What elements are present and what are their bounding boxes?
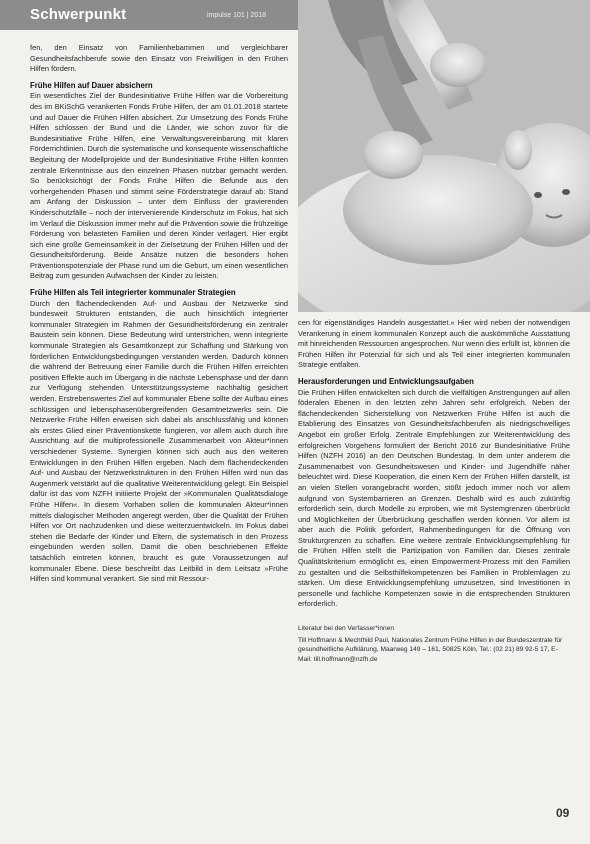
page-header [0, 0, 300, 30]
issue-label: impulse 101 | 2018 [207, 12, 267, 19]
author-contact: Till Hoffmann & Mechthild Paul, Nationales Zentrum Frühe Hilfen in der Bundeszentrale für gesundheitliche Aufklärung, Maarweg 149 – 161, 50825 Köln, Tel.: (02 21) 89 92-5 17, E-Mail: till.hoffmann@nzfh.de [298, 637, 563, 663]
intro-paragraph: fen, den Einsatz von Familienhebammen und vergleichbarer Gesundheitsfachberufe sowie den Einsatz von Freiwilligen in den Frühen Hilfen fördern. [30, 43, 288, 74]
heading-herausforderungen: Herausforderungen und Entwicklungsaufgaben [298, 376, 474, 386]
paragraph-herausforderungen: Die Frühen Hilfen entwickelten sich durch die vielfältigen Anstrengungen auf allen föderalen Ebenen in den letzten zehn Jahren sehr erfolgreich. Neben der flächendeckenden Sicherstellung von Netzwerken Frühe Hilfen ist auch die Etablierung des Einsatzes von Gesundheitsfachberufen als niedrigschwelliges Angebot ein großer Erfolg. Zentrale Empfehlungen zur Weiterentwicklung des erfolgreichen Vorgehens formuliert der Bericht 2016 zur Bundesinitiative Frühe Hilfen (NZFH 2016) an den Deutschen Bundestag. In dem unter anderem die Zusammenarbeit von Gesundheitswesen und Kinder- und Jugendhilfe näher beleuchtet wird. Diese Kooperation, die einen Kern der Frühen Hilfen darstellt, ist an vielen Stellen vorangebracht worden, stößt jedoch immer noch vor allem aufgrund von Systembarrieren an Grenzen. Deshalb wird es auch zukünftig erforderlich sein, durch Modelle zu erproben, wie mit Systemgrenzen überbrückt und Möglichkeiten der Überbrückung geschaffen werden können. Vor allem ist aber auch die Politik gefordert, Rahmenbedingungen für die Öffnung von Strukturgrenzen zu schaffen. Eine weitere zentrale Entwicklungsempfehlung für die Frühen Hilfen stellt die Partizipation von Familien dar. Dieses zentrale Qualitätskriterium ermöglicht es, einen Empowerment-Prozess mit den Familien zu gestalten und die Selbsthilfekompetenzen bei Familien in Problemlagen zu stärken. Um diese Entwicklungsempfehlung umzusetzen, sind Investitionen in personelle und fachliche Kompetenzen sowie in die entsprechenden Strukturen erforderlich. [298, 387, 570, 609]
literature-block [298, 624, 570, 664]
literature-title: Literatur bei den Verfasser*innen [298, 625, 395, 633]
paragraph-strategien: Durch den flächendeckenden Auf- und Ausbau der Netzwerke sind bundesweit Strukturen entstanden, die auch hinsichtlich integrierter kommunaler Strategien im Rahmen der Gesundheitsförderung ein zentraler Baustein sein können. Diese Bedeutung wird unterstrichen, wenn integrierte kommunale Strategien als Gesamtkonzept zur Schaffung und Stärkung von förderlichen Entwicklungsbedingungen verstanden werden. Dadurch können die während der Betreuung einer Familie durch die Frühen Hilfen erreichten positiven Effekte auch im Übergang in die nächste Lebensphase und der dann zur Verfügung stehenden Unterstützungssysteme nachhaltig gesichert werden. Erstrebenswertes Ziel auf kommunaler Ebene sollte der Aufbau eines schlüssigen und lebensphasenübergreifenden Gesamtnetzwerks sein. Die Netzwerke Frühe Hilfen erweisen sich dabei als anschlussfähig und können als erstes Glied einer Präventionskette fungieren, vor allem auch durch ihre Ausrichtung auf die multiprofessionelle Zusammenarbeit von Akteur*innen verschiedener Systeme. Synergien können sich auch aus den weiteren Entwicklungen in den Frühen Hilfen ergeben. Nach dem flächendeckenden Auf- und Ausbau der Netzwerkstrukturen in den Frühen Hilfen wird nun das Augenmerk verstärkt auf die qualitative Weiterentwicklung gelegt. Ein Beispiel dafür ist das vom NZFH initiierte Projekt der »Kommunalen Qualitätsdialoge Frühe Hilfen«. In diesem Vorhaben sollen die kommunalen Akteur*innen mittels dialogischer Methoden angeregt werden, über die Qualität der Frühen Hilfen vor Ort nachzudenken und diese weiterzuentwickeln. Im Fokus dabei stehen die Bedarfe der Kinder und Eltern, die systematisch in den Prozess eingebunden werden sollen. Damit die oben beschriebenen Effekte tatsächlich eintreten können, braucht es gute Voraussetzungen auf kommunaler Ebene. Diese beschreibt das Leitbild in dem Leitsatz »Frühe Hilfen sind kommunal verankert. Sie sind mit Ressour- [30, 298, 288, 584]
heading-dauer: Frühe Hilfen auf Dauer absichern [30, 80, 153, 90]
right-column [298, 318, 570, 806]
left-column [30, 43, 288, 813]
section-title: Schwerpunkt [30, 6, 127, 23]
baby-photo-illustration [298, 0, 590, 312]
paragraph-ressourcen: cen für eigenständiges Handeln ausgestattet.« Hier wird neben der notwendigen Verankerung in einem kommunalen Konzept auch die auskömmliche Ausstattung mit hinreichenden Ressourcen angesprochen. Nur wenn dies erfüllt ist, können die Frühen Hilfen ihr Potenzial für sich und als Teil einer integrierten kommunalen Strategie entfalten. [298, 318, 570, 370]
page-number: 09 [556, 806, 570, 820]
baby-photo [298, 0, 590, 312]
paragraph-dauer: Ein wesentliches Ziel der Bundesinitiative Frühe Hilfen war die Vorbereitung des im BKiSchG verankerten Fonds Frühe Hilfen, der am 01.01.2018 startete und auf Dauer die Frühen Hilfen absichert. Zur Umsetzung des Fonds Frühe Hilfen schlossen der Bund und die Länder, wie schon zuvor für die Bundesinitiative Frühe Hilfen, eine Verwaltungsvereinbarung mit klaren Förderrichtlinien. Durch die systematische und konsequente wissenschaftliche Begleitung der Modellprojekte und der Bundesinitiative Frühe Hilfen konnten zentrale Erkenntnisse aus den einzelnen Phasen nutzbar gemacht werden. So berücksichtigt der Fonds Frühe Hilfen die Befunde aus den vorhergehenden Phasen und stimmt seine Förderstrategie darauf ab: Stand am Anfang der Diskussion – unter dem Einfluss der gravierenden Kinderschutzfälle – noch der intervenierende Kinderschutz im Fokus, hat sich im Verlauf die Diskussion immer mehr auf die Prävention sowie die frühzeitige Förderung von belasteten Familien und deren Kinder verlagert. Hier ergibt sich eine große Gemeinsamkeit in der Zielsetzung der Frühen Hilfen und der Gesundheitsförderung. Beide Ansätze nutzen die besonders hohen Präventionspotenziale der Phase rund um die Geburt, um einen wesentlichen Beitrag zum gesunden Aufwachsen der Kinder zu leisten. [30, 91, 288, 281]
heading-strategien: Frühe Hilfen als Teil integrierter kommunaler Strategien [30, 288, 236, 298]
